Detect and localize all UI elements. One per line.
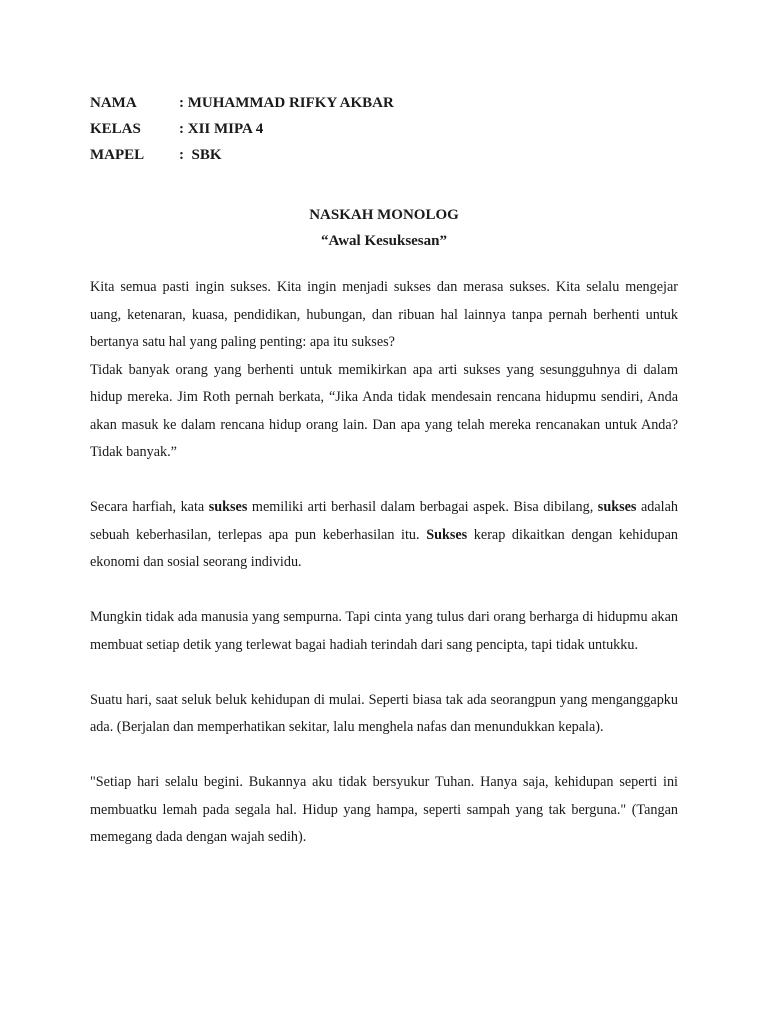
paragraph-3-bold-3: Sukses bbox=[426, 526, 468, 543]
spacer bbox=[90, 659, 678, 687]
paragraph-2: Tidak banyak orang yang berhenti untuk memikirkan apa arti sukses yang sesungguhnya di dalam hidup mereka. Jim Roth pernah berkata, “Jika Anda tidak mendesain rencana hidupmu sendiri, Anda akan masuk ke dalam rencana hidup orang lain. Dan apa yang telah mereka rencanakan untuk Anda? Tidak banyak.” bbox=[90, 361, 678, 460]
paragraph-3-text-3: adalah sebuah keberhasilan, terlepas apa pun keberhasilan itu. bbox=[90, 499, 678, 543]
paragraph-1: Kita semua pasti ingin sukses. Kita ingin menjadi sukses dan merasa sukses. Kita selalu mengejar uang, ketenaran, kuasa, pendidikan, hubungan, dan ribuan hal lainnya tanpa pernah berhenti untuk bertanya satu hal yang paling penting: apa itu sukses? bbox=[90, 279, 678, 350]
paragraph-5: Suatu hari, saat seluk beluk kehidupan di mulai. Seperti biasa tak ada seorangpun yang menganggapku ada. (Berjalan dan memperhatikan sekitar, lalu menghela nafas dan menundukkan kepala). bbox=[90, 691, 678, 735]
subject-row bbox=[90, 142, 678, 168]
spacer bbox=[90, 467, 678, 495]
spacer bbox=[90, 577, 678, 605]
paragraph-3-text-1: Secara harfiah, kata bbox=[90, 499, 209, 515]
monologue-body bbox=[90, 274, 678, 852]
class-row bbox=[90, 116, 678, 142]
subject-value: : SBK bbox=[179, 147, 222, 163]
document-page bbox=[90, 90, 678, 852]
title-block bbox=[90, 202, 678, 254]
paragraph-3-bold-2: sukses bbox=[597, 499, 637, 515]
name-value: : MUHAMMAD RIFKY AKBAR bbox=[179, 95, 394, 111]
class-value: : XII MIPA 4 bbox=[179, 121, 264, 137]
name-row bbox=[90, 90, 678, 116]
paragraph-3-text-4: kerap dikaitkan dengan kehidupan ekonomi dan sosial seorang individu. bbox=[90, 526, 678, 570]
paragraph-4: Mungkin tidak ada manusia yang sempurna. Tapi cinta yang tulus dari orang berharga di hidupmu akan membuat setiap detik yang terlewat bagai hadiah terindah dari sang pencipta, tapi tidak untukku. bbox=[90, 609, 678, 653]
paragraph-6: "Setiap hari selalu begini. Bukannya aku tidak bersyukur Tuhan. Hanya saja, kehidupan seperti ini membuatku lemah pada segala hal. Hidup yang hampa, seperti sampah yang tak berguna." (Tangan memegang dada dengan wajah sedih). bbox=[90, 774, 678, 845]
document-title: NASKAH MONOLOG bbox=[309, 207, 459, 223]
document-subtitle: “Awal Kesuksesan” bbox=[321, 233, 447, 249]
student-info bbox=[90, 90, 678, 168]
spacer bbox=[90, 742, 678, 770]
class-label: KELAS bbox=[90, 121, 141, 137]
name-label: NAMA bbox=[90, 95, 137, 111]
paragraph-3-text-2: memiliki arti berhasil dalam berbagai aspek. Bisa dibilang, bbox=[247, 499, 598, 515]
paragraph-3-bold-1: sukses bbox=[208, 499, 248, 515]
paragraph-3 bbox=[90, 494, 678, 577]
subject-label: MAPEL bbox=[90, 147, 145, 163]
